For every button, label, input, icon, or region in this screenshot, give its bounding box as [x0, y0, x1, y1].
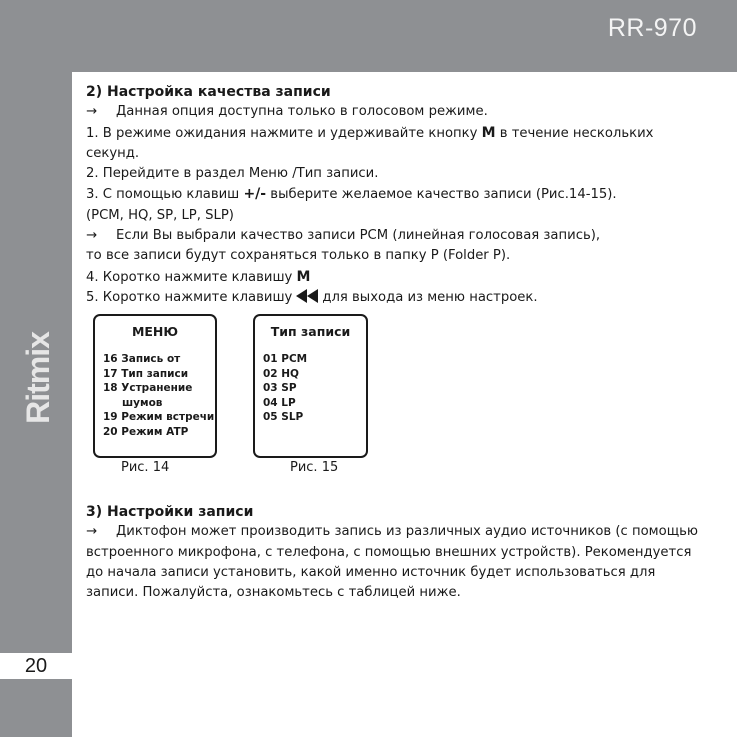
- figure-menu-screen: [93, 314, 217, 458]
- figure-item: 19 Режим встречи: [103, 411, 215, 424]
- figure-item-list: [255, 352, 366, 425]
- section-3-line: до начала записи установить, какой именно источник будет использоваться для: [86, 564, 656, 580]
- arrow-icon: →: [86, 104, 98, 120]
- figure-item: 02 HQ: [263, 367, 299, 380]
- figure-item-list: [95, 352, 215, 440]
- section-3-heading: 3) Настройки записи: [86, 504, 254, 520]
- note-1: → Данная опция доступна только в голосовом режиме.: [86, 102, 726, 122]
- figure-item: 20 Режим ATP: [103, 425, 189, 438]
- key-m: M: [296, 268, 311, 285]
- figure-caption: Рис. 15: [290, 460, 339, 475]
- figure-item: шумов: [122, 396, 163, 409]
- figure-item: 18 Устранение: [103, 382, 193, 395]
- figure-record-type-screen: [253, 314, 368, 458]
- figure-item: 01 PCM: [263, 353, 308, 365]
- note-2: → Если Вы выбрали качество записи PCM (линейная голосовая запись),: [86, 226, 726, 246]
- brand-logo: Ritmix: [20, 332, 56, 424]
- figure-caption: Рис. 14: [121, 460, 170, 475]
- key-m: M: [481, 124, 496, 141]
- note-2-cont: то все записи будут сохраняться только в папку P (Folder P).: [86, 248, 511, 264]
- arrow-icon: →: [86, 228, 98, 244]
- figure-item: 17 Тип записи: [103, 367, 189, 380]
- rewind-icon: [296, 289, 318, 310]
- model-name: RR-970: [607, 14, 697, 42]
- step-5: 5. Коротко нажмите клавишу для выхода из меню настроек.: [86, 288, 726, 310]
- figure-item: 16 Запись от: [103, 353, 181, 365]
- figure-title: МЕНЮ: [131, 324, 179, 339]
- page-number: 20: [24, 655, 48, 677]
- step-4: 4. Коротко нажмите клавишу M: [86, 268, 311, 285]
- step-1: 1. В режиме ожидания нажмите и удерживайте кнопку M в течение нескольких: [86, 124, 654, 141]
- section-3-line: → Диктофон может производить запись из различных аудио источников (с помощью: [86, 522, 726, 542]
- section-3-line: встроенного микрофона, с телефона, с помощью внешних устройств). Рекомендуется: [86, 544, 692, 560]
- step-3-cont: (PCM, HQ, SP, LP, SLP): [86, 207, 234, 223]
- figure-item: 04 LP: [263, 396, 296, 409]
- key-plus-minus: +/-: [243, 186, 267, 203]
- step-3: 3. С помощью клавиш +/- выберите желаемое качество записи (Рис.14-15).: [86, 186, 617, 203]
- section-2-heading: 2) Настройка качества записи: [86, 84, 331, 100]
- arrow-icon: →: [86, 524, 98, 540]
- section-2: [86, 82, 726, 310]
- section-3: [86, 502, 726, 603]
- section-3-line: записи. Пожалуйста, ознакомьтесь с таблицей ниже.: [86, 585, 461, 601]
- step-2: 2. Перейдите в раздел Меню /Тип записи.: [86, 166, 379, 182]
- figure-title: Тип записи: [270, 324, 351, 339]
- step-1-cont: секунд.: [86, 145, 140, 161]
- figure-item: 03 SP: [263, 382, 297, 395]
- figure-item: 05 SLP: [263, 411, 304, 424]
